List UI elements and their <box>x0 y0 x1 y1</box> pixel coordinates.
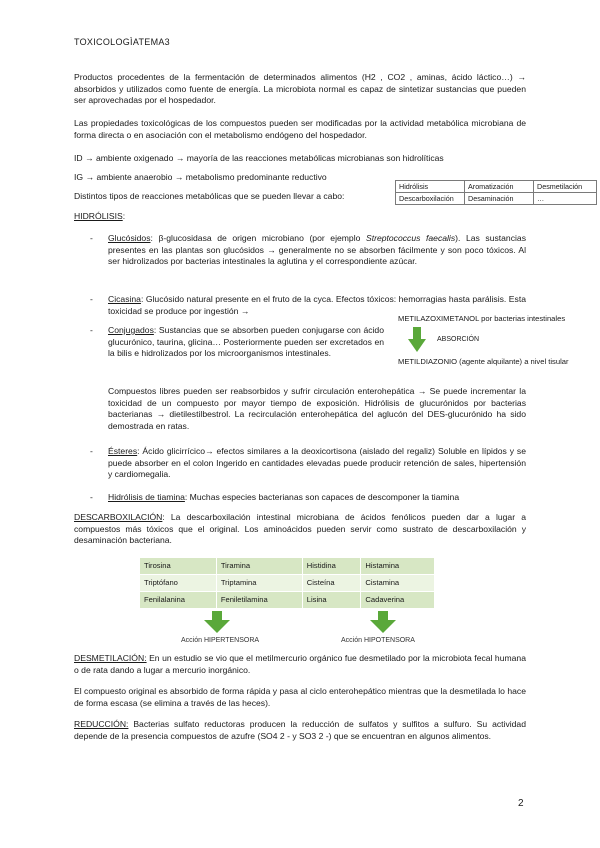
hidrolisis-title: HIDRÓLISIS <box>74 211 123 221</box>
table-cell: Triptófano <box>140 575 217 592</box>
page-header: TOXICOLOGÌATEMA3 <box>74 37 170 47</box>
paragraph-ig: IG → ambiente anaerobio → metabolismo predominante reductivo <box>74 172 327 182</box>
arrow-label-hipertensora: Acción HIPERTENSORA <box>181 637 260 644</box>
bullet-marker: - <box>90 446 93 456</box>
reaction-types-table <box>395 180 597 205</box>
amines-table <box>139 557 435 609</box>
table-row <box>140 575 435 592</box>
table-cell: Aromatización <box>465 181 534 193</box>
table-cell: Fenilalanina <box>140 592 217 609</box>
item-tiamina <box>108 492 526 504</box>
cicasina-text: : Glucósido natural presente en el fruto de la cyca. Efectos tóxicos: hemorragias hasta parálisis. Esta toxicidad se produce por ingestión → <box>108 294 526 316</box>
paragraph-descarboxilacion <box>74 512 526 547</box>
glucosidos-species: Streptococcus faecalis <box>365 233 456 243</box>
conjugados-term: Conjugados <box>108 325 154 335</box>
bullet-marker: - <box>90 233 93 243</box>
hidrolisis-colon: : <box>122 211 126 221</box>
paragraph-desmetilacion-2: El compuesto original es absorbido de forma rápida y pasa al ciclo enterohepático mientras que la desmetilada lo hace de forma escasa (se elimina a través de las heces). <box>74 686 526 708</box>
cicasina-term: Cicasina <box>108 294 141 304</box>
glucosidos-text-a: : β-glucosidasa de origen microbiano (por ejemplo <box>150 233 366 243</box>
desmetilacion-title: DESMETILACIÓN: <box>74 653 147 663</box>
table-cell: Tirosina <box>140 558 217 575</box>
arrow-label-hipotensora: Acción HIPOTENSORA <box>341 637 415 644</box>
table-row <box>396 193 597 205</box>
paragraph-reduccion <box>74 719 526 742</box>
table-cell: Tiramina <box>216 558 302 575</box>
esteres-term: Ésteres <box>108 446 138 456</box>
table-cell: Feniletilamina <box>216 592 302 609</box>
descarboxilacion-title: DESCARBOXILACIÓN <box>74 512 163 522</box>
tiamina-term: Hidrólisis de tiamina <box>108 492 185 502</box>
table-cell: Desmetilación <box>534 181 597 193</box>
table-cell: Descarboxilación <box>396 193 465 205</box>
paragraph-properties: Las propiedades toxicológicas de los compuestos pueden ser modificadas por la actividad metabólica microbiana de forma directa o en asociación con el metabolismo endógeno del hospedador. <box>74 118 526 140</box>
descarboxilacion-text: : La descarboxilación intestinal microbiana de ácidos fenólicos pueden dar a lugar a compuestos más tóxicos que el original. Los aminoácidos pueden servir como sustrato de descarboxilación y desaminación bacteriana. <box>74 512 526 546</box>
desmetilacion-text: En un estudio se vio que el metilmercurio orgánico fue desmetilado por la microbiota fecal humana o de rata dando a lugar a mercurio inorgánico. <box>74 653 526 675</box>
down-arrow-icon <box>370 611 396 633</box>
table-cell: Cistamina <box>361 575 435 592</box>
table-cell: Histamina <box>361 558 435 575</box>
esteres-text: : Ácido glicirrícico→ efectos similares a la deoxicortisona (aislado del regaliz) Soluble en lípidos y se puede absorber en el colon Ingerido en cantidades elevadas puede producir retención de sales, hipertensión y cardiomegalia. <box>108 446 526 480</box>
tiamina-text: : Muchas especies bacterianas son capaces de descomponer la tiamina <box>184 492 460 502</box>
item-esteres <box>108 446 526 481</box>
metil-top-label: METILAZOXIMETANOL por bacterias intestinales <box>398 314 566 323</box>
table-cell: … <box>534 193 597 205</box>
down-arrow-icon <box>408 327 426 353</box>
item-conjugados <box>108 325 384 360</box>
down-arrow-icon <box>204 611 230 633</box>
metil-bottom-label: METILDIAZONIO (agente alquilante) a nivel tisular <box>398 357 569 366</box>
table-cell: Triptamina <box>216 575 302 592</box>
table-cell: Histidina <box>302 558 361 575</box>
item-glucosidos <box>108 233 526 268</box>
section-heading-hidrolisis <box>74 211 125 223</box>
paragraph-conjugados-2: Compuestos libres pueden ser reabsorbidos y sufrir circulación enterohepática → Se puede incrementar la toxicidad de un compuesto por mayor tiempo de exposición. Hidrólisis de glucurónidos por bacterias bacterianas → dietilestilbestrol. La recirculación enterohepática del aglucón del DES-glucurónido ha sido demostrada en ratas. <box>108 386 526 432</box>
metil-mid-label: ABSORCIÓN <box>437 336 480 343</box>
table-cell: Lisina <box>302 592 361 609</box>
table-row <box>140 558 435 575</box>
glucosidos-term: Glucósidos <box>108 233 151 243</box>
table-cell: Cisteína <box>302 575 361 592</box>
bullet-marker: - <box>90 492 93 502</box>
reduccion-text: Bacterias sulfato reductoras producen la reducción de sulfatos y sulfitos a sulfuro. Su actividad depende de la presencia compuestos de azufre (SO4 2 - y SO3 2 -) que se encuentran en algunos alimentos. <box>74 719 526 741</box>
paragraph-desmetilacion <box>74 653 526 676</box>
paragraph-fermentation: Productos procedentes de la fermentación de determinados alimentos (H2 , CO2 , aminas, ácido láctico…) → absorbidos y utilizados como fuente de energía. La microbiota normal es capaz de sintetizar sustancias que pueden ser aprovechadas por el hospedador. <box>74 72 526 106</box>
table-cell: Hidrólisis <box>396 181 465 193</box>
table-row <box>396 181 597 193</box>
paragraph-id: ID → ambiente oxigenado → mayoría de las reacciones metabólicas microbianas son hidrolíticas <box>74 153 444 163</box>
conjugados-text: : Sustancias que se absorben pueden conjugarse con ácido glucurónico, taurina, glicina… Posteriormente pueden ser excretados en la bilis e hidrolizados por los microorganismos intestinales. <box>108 325 384 359</box>
table-cell: Desaminación <box>465 193 534 205</box>
table-row <box>140 592 435 609</box>
paragraph-reaction-types: Distintos tipos de reacciones metabólicas que se pueden llevar a cabo: <box>74 191 345 201</box>
table-cell: Cadaverina <box>361 592 435 609</box>
bullet-marker: - <box>90 325 93 335</box>
glucosidos-text-b: ). Las sustancias presentes en las plantas son glucósidos → generalmente no se absorben fácilmente y son poco tóxicos. Al ser hidrolizados por bacterias intestinales la aglutina y el correspondiente azúcar. <box>108 233 526 267</box>
bullet-marker: - <box>90 294 93 304</box>
reduccion-title: REDUCCIÓN: <box>74 719 129 729</box>
page-number: 2 <box>518 798 524 809</box>
